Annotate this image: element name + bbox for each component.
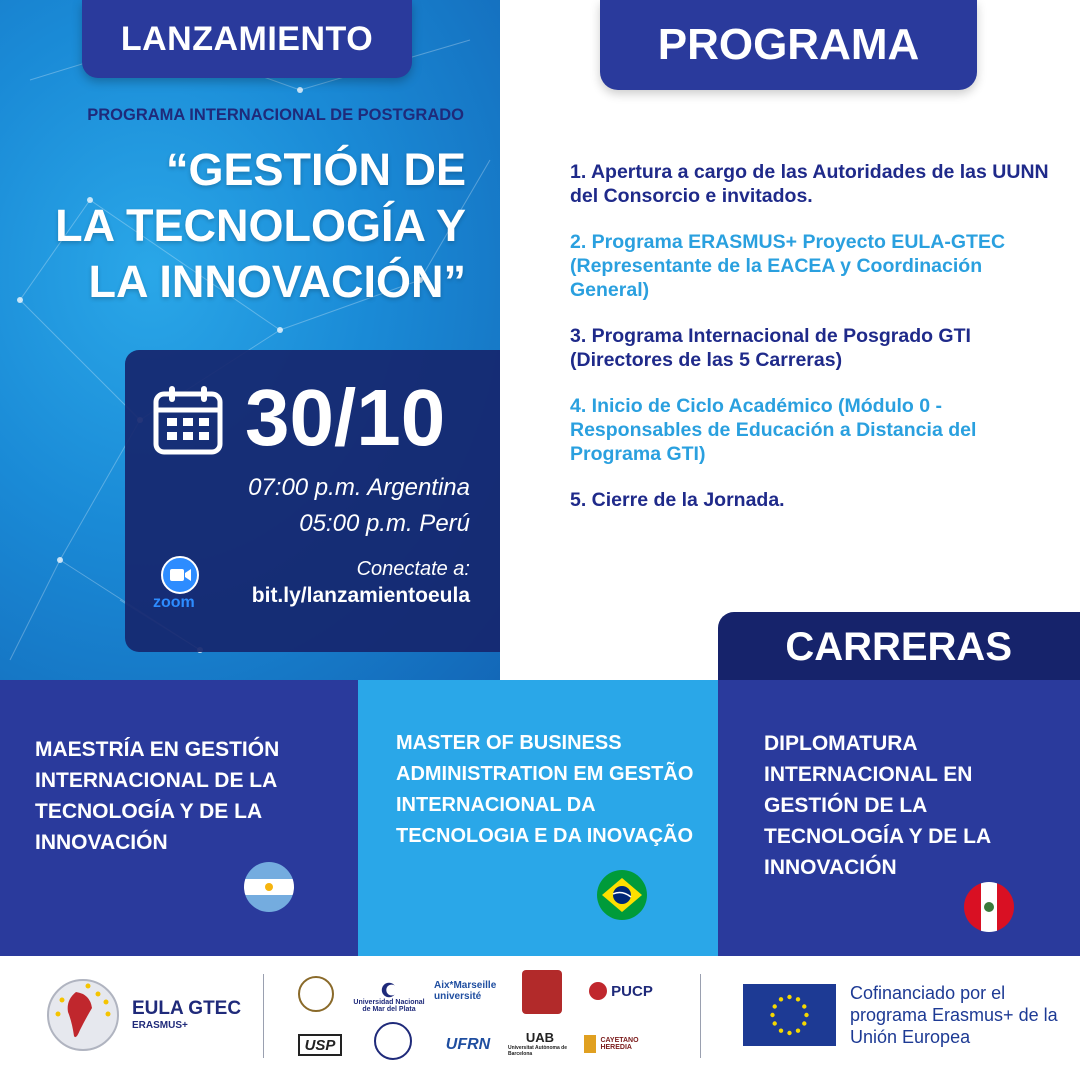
- footer: [0, 956, 1080, 1080]
- career-title-peru: DIPLOMATURA INTERNACIONAL EN GESTIÓN DE LA TECNOLOGÍA Y DE LA INNOVACIÓN: [764, 732, 991, 879]
- program-heading: PROGRAMA: [600, 0, 977, 90]
- university-seal-icon: [298, 976, 334, 1012]
- unmdp-logo: [352, 974, 426, 1020]
- institute-seal-icon: [374, 1022, 412, 1060]
- calendar-icon: [153, 384, 223, 456]
- title-line-1: “GESTIÓN DE: [165, 144, 466, 195]
- career-title-argentina: MAESTRÍA EN GESTIÓN INTERNACIONAL DE LA TECNOLOGÍA Y DE LA INNOVACIÓN: [35, 738, 280, 854]
- eula-gtec-logo-icon: [46, 978, 120, 1052]
- zoom-icon: [161, 556, 199, 594]
- zoom-logo: [151, 556, 211, 616]
- career-brazil: [358, 680, 718, 956]
- career-title-brazil: MASTER OF BUSINESS ADMINISTRATION EM GESTÃO INTERNACIONAL DA TECNOLOGIA E DA INOVAÇÃO: [396, 732, 694, 847]
- program-item-5: 5. Cierre de la Jornada.: [570, 489, 785, 511]
- usp-logo: USP: [298, 1034, 342, 1056]
- program-item-3: 3. Programa Internacional de Posgrado GTI (Directores de las 5 Carreras): [570, 325, 971, 371]
- time-peru: 05:00 p.m. Perú: [299, 510, 470, 537]
- hero-panel: [0, 0, 500, 680]
- launch-badge: LANZAMIENTO: [82, 0, 412, 78]
- unmdp-name: Universidad Nacional de Mar del Plata: [353, 999, 425, 1013]
- eula-brand-name: EULA GTEC: [132, 998, 242, 1019]
- pucp-name: PUCP: [611, 982, 653, 1000]
- career-argentina: [0, 680, 358, 956]
- program-item-2: 2. Programa ERASMUS+ Proyecto EULA-GTEC (Representante de la EACEA y Coordinación General): [570, 231, 1006, 301]
- main-title: [20, 142, 466, 310]
- time-argentina: 07:00 p.m. Argentina: [248, 474, 470, 501]
- connect-label: Conectate a:: [356, 558, 470, 580]
- uab-logo: [508, 1026, 572, 1060]
- program-item-4: 4. Inicio de Ciclo Académico (Módulo 0 - Responsables de Educación a Distancia del Programa GTI): [570, 395, 977, 465]
- zoom-label: zoom: [153, 594, 195, 611]
- footer-divider-2: [700, 974, 701, 1058]
- eu-flag-icon: [743, 984, 836, 1046]
- peru-flag-icon: [964, 882, 1014, 932]
- university-crest-icon: [522, 970, 562, 1014]
- cayetano-name: CAYETANO HEREDIA: [600, 1037, 639, 1051]
- footer-divider-1: [263, 974, 264, 1058]
- pucp-logo: [580, 980, 662, 1002]
- cayetano-icon: [584, 1035, 596, 1053]
- uab-subname: Universitat Autònoma de Barcelona: [508, 1044, 567, 1057]
- career-peru: [718, 680, 1080, 956]
- event-date: 30/10: [245, 373, 446, 462]
- eu-cofinance-text: Cofinanciado por el programa Erasmus+ de la Unión Europea: [850, 983, 1058, 1047]
- title-line-3: LA INNOVACIÓN”: [88, 256, 466, 307]
- careers-heading: CARRERAS: [718, 612, 1080, 682]
- unmdp-icon: [380, 981, 398, 999]
- ufrn-logo: UFRN: [445, 1036, 491, 1053]
- event-date-box: [125, 350, 500, 652]
- eula-brand-sub: ERASMUS+: [132, 1020, 188, 1031]
- program-item-1: 1. Apertura a cargo de las Autoridades de las UUNN del Consorcio e invitados.: [570, 161, 1049, 207]
- program-subtitle: PROGRAMA INTERNACIONAL DE POSTGRADO: [87, 106, 464, 124]
- program-list: [570, 160, 1050, 534]
- argentina-flag-icon: [244, 862, 294, 912]
- amu-logo: Aix*Marseille université: [434, 980, 497, 1002]
- event-link[interactable]: bit.ly/lanzamientoeula: [251, 584, 470, 607]
- title-line-2: LA TECNOLOGÍA Y: [55, 200, 466, 251]
- cayetano-logo: [584, 1032, 664, 1056]
- uab-name: UAB: [525, 1029, 555, 1045]
- pucp-icon: [589, 982, 607, 1000]
- brazil-flag-icon: [597, 870, 647, 920]
